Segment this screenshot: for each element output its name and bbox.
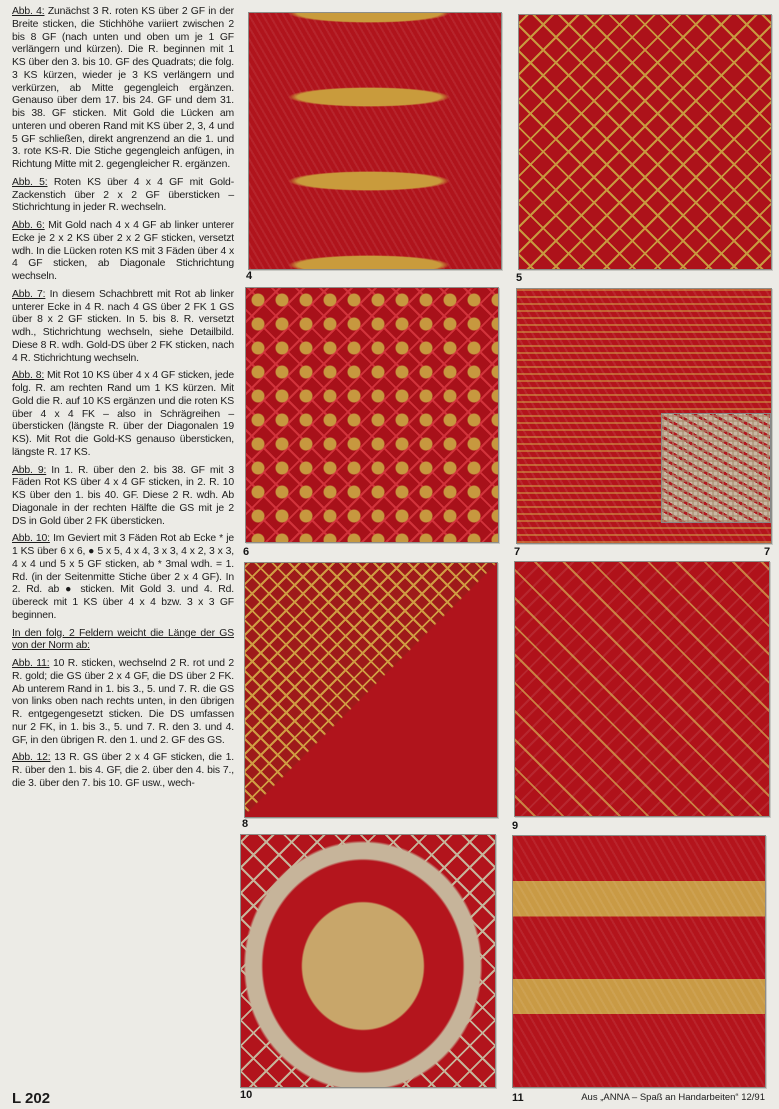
caption-7-detail: 7 [764,546,771,558]
paragraph-abb-8 [12,370,234,459]
caption-8: 8 [242,818,249,830]
note-text: In den folg. 2 Feldern weicht die Länge der GS von der Norm ab: [12,627,234,652]
swatch-image-7 [516,288,772,544]
ref-label: Abb. 11: [12,658,50,669]
paragraph-text: Roten KS über 4 x 4 GF mit Gold-Zackenstich über 2 x 2 GF übersticken – Stichrichtung in jeder R. wechseln. [12,176,234,214]
paragraph-text: Mit Gold nach 4 x 4 GF ab linker unterer Ecke je 2 x 2 KS über 2 x 2 GF sticken, versetzt wdh. In die Lücken roten KS mit 3 Fäden über 4 x 4 GF sticken, ab Diagonale Stichrichtung wechseln. [12,220,234,282]
paragraph-text: Im Geviert mit 3 Fäden Rot ab Ecke * je 1 KS über 6 x 6, ● 5 x 5, 4 x 4, 3 x 3, 4 x 2, 3 x 3, 4 x 4 und 5 x 5 GF sticken, ab * 3mal wdh. = 1. Rd. (in der Seitenmitte Stiche über 2 x 4 GF). In 2. Rd. ab ● sticken. Mit Gold 3. und 4. Rd. übereck mit 1 KS über 4 x 4 bzw. 3 x 3 GF beginnen. [12,533,234,621]
ref-label: Abb. 6: [12,220,45,231]
swatch-image-6 [245,287,499,543]
paragraph-text: 10 R. sticken, wechselnd 2 R. rot und 2 R. gold; die GS über 2 x 4 GF, die DS über 2 FK. Ab unterem Rand in 1. bis 3., 5. und 7. R. die GS von links oben nach rechts unten, in den übrigen R. entgegengesetzt sticken. Die DS umfassen nur 2 FK, in 1. bis 3., 5. und 7. R. den 3. und 4. GF, in den übrigen R. den 1. und 2. GF des GS. [12,658,234,746]
detail-inset-7 [661,413,771,523]
swatch-image-10 [240,834,496,1088]
paragraph-note [12,628,234,654]
ref-label: Abb. 8: [12,370,45,382]
ref-label: Abb. 12: [12,752,51,764]
paragraph-abb-5 [12,177,234,215]
swatch-image-11 [512,835,766,1088]
caption-4: 4 [246,270,253,282]
paragraph-abb-6 [12,220,234,284]
page-number: L 202 [12,1090,51,1107]
caption-10: 10 [240,1089,253,1101]
swatch-image-8 [244,562,498,818]
swatch-image-4 [248,12,502,270]
paragraph-abb-11 [12,658,234,747]
paragraph-abb-10 [12,533,234,622]
ref-label: Abb. 10: [12,533,50,545]
paragraph-abb-9 [12,465,234,529]
paragraph-text: Zunächst 3 R. roten KS über 2 GF in der Breite sticken, die Stichhöhe variiert zwischen 2 bis 8 GF (nach unten und oben um je 1 GF verlängern und kürzen). Die R. beginnen mit 1 KS über den 3. bis 10. GF des Quadrats; die folg. 3 KS kürzen, wieder je 3 KS verlängern und verkürzen, ab Mitte gegengleich ergänzen. Genauso über dem 17. bis 24. GF und dem 31. bis 38. GF sticken. Mit Gold die Lücken am unteren und oberen Rand mit KS über 2, 3, 4 und 5 GF schließen, direkt angrenzend an die 1. und 3. rote KS-R. Die Stiche gegengleich anfügen, in Richtung Mitte mit 2. gegengleicher R. ergänzen. [12,6,234,170]
instructions-column [12,6,234,796]
source-credit: Aus „ANNA – Spaß an Handarbeiten“ 12/91 [581,1092,765,1103]
ref-label: Abb. 4: [12,6,45,17]
swatch-image-5 [518,14,772,270]
paragraph-abb-12 [12,752,234,790]
paragraph-text: In diesem Schachbrett mit Rot ab linker unterer Ecke in 4 R. nach 4 GS über 2 FK 1 GS über 8 x 2 GF sticken. In 5. bis 8. R. versetzt wdh., Stichrichtung wechseln, siehe Detailbild. Diese 8 R. wdh. Gold-DS über 2 FK sticken, nach 4 R. Stichrichtung wechseln. [12,288,234,364]
ref-label: Abb. 5: [12,176,48,188]
swatch-image-9 [514,561,770,817]
paragraph-text: Mit Rot 10 KS über 4 x 4 GF sticken, jede folg. R. am rechten Rand um 1 KS kürzen. Mit Gold die R. auf 10 KS ergänzen und die roten KS über 4 x 4 FK – also in Schrägreihen – übersticken (längste R. über der Diagonalen 19 KS). Mit Rot die Gold-KS genauso übersticken, längste R. 17 KS. [12,370,234,458]
paragraph-text: 13 R. GS über 2 x 4 GF sticken, die 1. R. über den 1. bis 4. GF, die 2. über den 4. bis 7., die 3. über den 7. bis 10. GF usw., wech- [12,752,234,789]
paragraph-abb-7 [12,289,234,366]
paragraph-text: In 1. R. über den 2. bis 38. GF mit 3 Fäden Rot KS über 4 x 4 GF sticken, in 2. R. 10 KS über den 1. bis 40. GF. Diese 2 R. wdh. Ab Diagonale in der rechten Hälfte die GS mit je 2 DS in Gold über 2 FK übersticken. [12,464,234,527]
paragraph-abb-4 [12,6,234,172]
ref-label: Abb. 7: [12,288,46,300]
caption-5: 5 [516,272,523,284]
caption-7: 7 [514,546,521,558]
caption-6: 6 [243,546,250,558]
caption-9: 9 [512,820,519,832]
caption-11: 11 [512,1092,524,1104]
ref-label: Abb. 9: [12,464,47,476]
